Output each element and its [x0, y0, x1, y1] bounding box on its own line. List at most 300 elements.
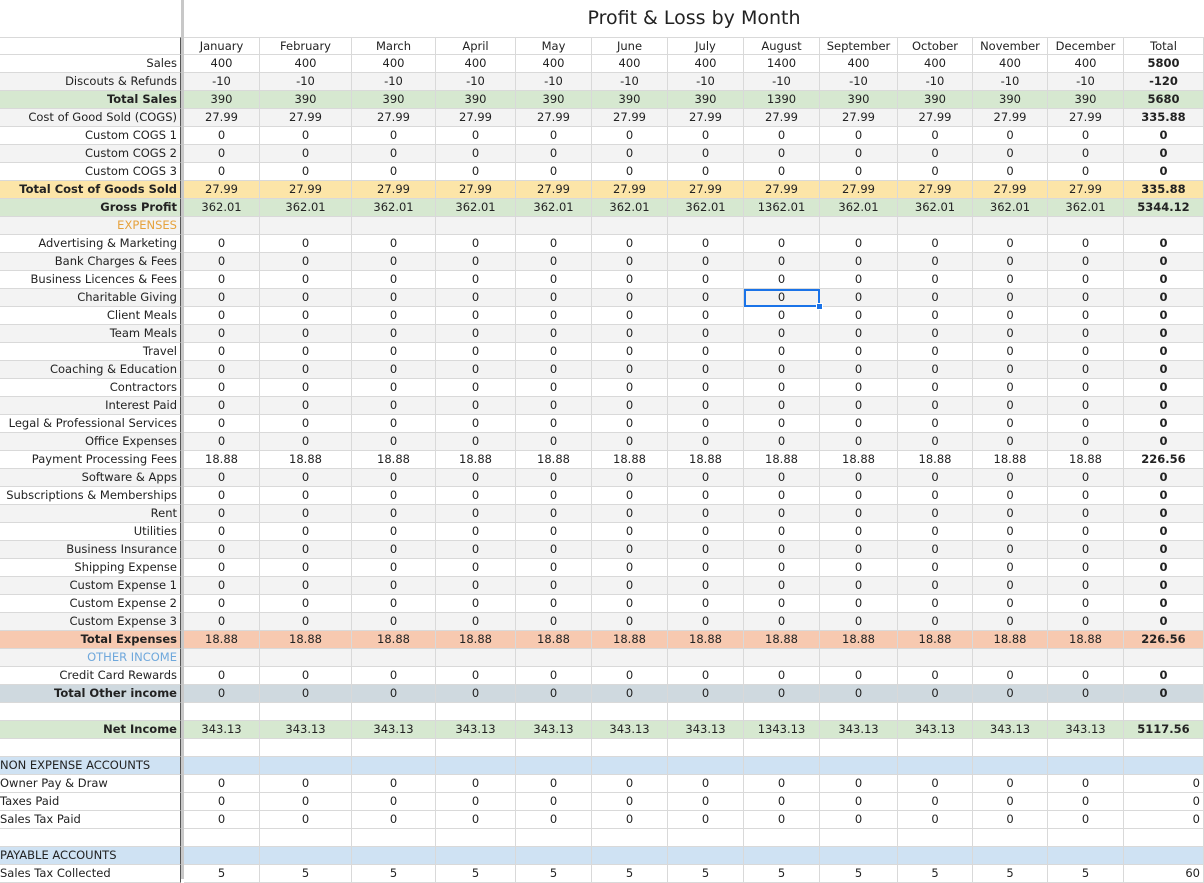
cell-custom-expense-3-february[interactable]: 0 — [260, 613, 352, 631]
cell-sales-tax-paid-january[interactable]: 0 — [184, 811, 260, 829]
cell-cost-of-good-sold-cogs-november[interactable]: 27.99 — [973, 109, 1048, 127]
cell-interest-paid-december[interactable]: 0 — [1048, 397, 1124, 415]
cell-coaching-and-education-march[interactable]: 0 — [352, 361, 436, 379]
cell-non-expense-accounts-april[interactable] — [436, 757, 516, 775]
cell-business-insurance-june[interactable]: 0 — [592, 541, 668, 559]
cell-total-other-income-september[interactable]: 0 — [820, 685, 898, 703]
cell-gross-profit-january[interactable]: 362.01 — [184, 199, 260, 217]
cell-business-insurance-august[interactable]: 0 — [744, 541, 820, 559]
cell-office-expenses-june[interactable]: 0 — [592, 433, 668, 451]
column-header-december[interactable]: December — [1048, 37, 1124, 55]
cell-office-expenses-february[interactable]: 0 — [260, 433, 352, 451]
cell-non-expense-accounts-march[interactable] — [352, 757, 436, 775]
cell-charitable-giving-march[interactable]: 0 — [352, 289, 436, 307]
cell-business-insurance-july[interactable]: 0 — [668, 541, 744, 559]
cell-coaching-and-education-september[interactable]: 0 — [820, 361, 898, 379]
cell-other-income-april[interactable] — [436, 649, 516, 667]
cell-empty-total[interactable] — [1124, 829, 1204, 847]
cell-custom-cogs-2-december[interactable]: 0 — [1048, 145, 1124, 163]
row-label-business-insurance[interactable]: Business Insurance — [0, 541, 181, 559]
cell-payment-processing-fees-april[interactable]: 18.88 — [436, 451, 516, 469]
cell-custom-expense-1-january[interactable]: 0 — [184, 577, 260, 595]
cell-discouts-and-refunds-october[interactable]: -10 — [898, 73, 973, 91]
cell-owner-pay-and-draw-june[interactable]: 0 — [592, 775, 668, 793]
cell-coaching-and-education-january[interactable]: 0 — [184, 361, 260, 379]
cell-business-licences-and-fees-april[interactable]: 0 — [436, 271, 516, 289]
cell-owner-pay-and-draw-september[interactable]: 0 — [820, 775, 898, 793]
cell-custom-cogs-2-february[interactable]: 0 — [260, 145, 352, 163]
cell-sales-tax-paid-july[interactable]: 0 — [668, 811, 744, 829]
row-label-sales-tax-paid[interactable]: Sales Tax Paid — [0, 811, 181, 829]
cell-empty-march[interactable] — [352, 739, 436, 757]
cell-total-cost-of-goods-sold-september[interactable]: 27.99 — [820, 181, 898, 199]
cell-interest-paid-august[interactable]: 0 — [744, 397, 820, 415]
row-label-custom-expense-2[interactable]: Custom Expense 2 — [0, 595, 181, 613]
cell-custom-expense-2-july[interactable]: 0 — [668, 595, 744, 613]
cell-empty-june[interactable] — [592, 703, 668, 721]
cell-custom-cogs-3-march[interactable]: 0 — [352, 163, 436, 181]
row-label-custom-cogs-3[interactable]: Custom COGS 3 — [0, 163, 181, 181]
cell-discouts-and-refunds-december[interactable]: -10 — [1048, 73, 1124, 91]
cell-rent-august[interactable]: 0 — [744, 505, 820, 523]
cell-business-licences-and-fees-january[interactable]: 0 — [184, 271, 260, 289]
cell-expenses-march[interactable] — [352, 217, 436, 235]
cell-empty-january[interactable] — [184, 829, 260, 847]
cell-empty-april[interactable] — [436, 739, 516, 757]
cell-net-income-april[interactable]: 343.13 — [436, 721, 516, 739]
cell-cost-of-good-sold-cogs-may[interactable]: 27.99 — [516, 109, 592, 127]
cell-rent-june[interactable]: 0 — [592, 505, 668, 523]
cell-payment-processing-fees-march[interactable]: 18.88 — [352, 451, 436, 469]
cell-payment-processing-fees-september[interactable]: 18.88 — [820, 451, 898, 469]
cell-bank-charges-and-fees-january[interactable]: 0 — [184, 253, 260, 271]
cell-total-other-income-august[interactable]: 0 — [744, 685, 820, 703]
cell-custom-cogs-3-december[interactable]: 0 — [1048, 163, 1124, 181]
cell-cost-of-good-sold-cogs-july[interactable]: 27.99 — [668, 109, 744, 127]
cell-payment-processing-fees-july[interactable]: 18.88 — [668, 451, 744, 469]
cell-legal-and-professional-services-august[interactable]: 0 — [744, 415, 820, 433]
cell-payable-accounts-november[interactable] — [973, 847, 1048, 865]
cell-custom-cogs-1-november[interactable]: 0 — [973, 127, 1048, 145]
cell-other-income-october[interactable] — [898, 649, 973, 667]
cell-custom-cogs-1-june[interactable]: 0 — [592, 127, 668, 145]
cell-gross-profit-december[interactable]: 362.01 — [1048, 199, 1124, 217]
cell-total-cost-of-goods-sold-august[interactable]: 27.99 — [744, 181, 820, 199]
cell-custom-expense-2-october[interactable]: 0 — [898, 595, 973, 613]
cell-business-licences-and-fees-july[interactable]: 0 — [668, 271, 744, 289]
row-label-coaching-and-education[interactable]: Coaching & Education — [0, 361, 181, 379]
fill-handle[interactable] — [816, 303, 823, 310]
cell-subscriptions-and-memberships-september[interactable]: 0 — [820, 487, 898, 505]
cell-empty-january[interactable] — [184, 739, 260, 757]
cell-rent-july[interactable]: 0 — [668, 505, 744, 523]
cell-total-cost-of-goods-sold-december[interactable]: 27.99 — [1048, 181, 1124, 199]
column-header-september[interactable]: September — [820, 37, 898, 55]
cell-credit-card-rewards-february[interactable]: 0 — [260, 667, 352, 685]
cell-custom-expense-2-total[interactable]: 0 — [1124, 595, 1204, 613]
cell-cost-of-good-sold-cogs-total[interactable]: 335.88 — [1124, 109, 1204, 127]
cell-sales-october[interactable]: 400 — [898, 55, 973, 73]
cell-interest-paid-april[interactable]: 0 — [436, 397, 516, 415]
cell-non-expense-accounts-august[interactable] — [744, 757, 820, 775]
cell-empty-august[interactable] — [744, 829, 820, 847]
cell-custom-cogs-3-september[interactable]: 0 — [820, 163, 898, 181]
cell-interest-paid-september[interactable]: 0 — [820, 397, 898, 415]
cell-expenses-may[interactable] — [516, 217, 592, 235]
cell-total-other-income-total[interactable]: 0 — [1124, 685, 1204, 703]
cell-owner-pay-and-draw-august[interactable]: 0 — [744, 775, 820, 793]
cell-team-meals-february[interactable]: 0 — [260, 325, 352, 343]
cell-taxes-paid-november[interactable]: 0 — [973, 793, 1048, 811]
cell-sales-tax-paid-june[interactable]: 0 — [592, 811, 668, 829]
cell-bank-charges-and-fees-october[interactable]: 0 — [898, 253, 973, 271]
cell-payable-accounts-july[interactable] — [668, 847, 744, 865]
row-label-subscriptions-and-memberships[interactable]: Subscriptions & Memberships — [0, 487, 181, 505]
cell-advertising-and-marketing-february[interactable]: 0 — [260, 235, 352, 253]
cell-custom-cogs-1-may[interactable]: 0 — [516, 127, 592, 145]
cell-owner-pay-and-draw-total[interactable]: 0 — [1124, 775, 1204, 793]
cell-empty-december[interactable] — [1048, 703, 1124, 721]
cell-client-meals-may[interactable]: 0 — [516, 307, 592, 325]
cell-custom-cogs-3-november[interactable]: 0 — [973, 163, 1048, 181]
cell-shipping-expense-march[interactable]: 0 — [352, 559, 436, 577]
row-label-credit-card-rewards[interactable]: Credit Card Rewards — [0, 667, 181, 685]
row-label-rent[interactable]: Rent — [0, 505, 181, 523]
cell-empty-october[interactable] — [898, 703, 973, 721]
cell-business-licences-and-fees-december[interactable]: 0 — [1048, 271, 1124, 289]
cell-gross-profit-february[interactable]: 362.01 — [260, 199, 352, 217]
cell-sales-tax-paid-november[interactable]: 0 — [973, 811, 1048, 829]
row-label-payable-accounts[interactable]: PAYABLE ACCOUNTS — [0, 847, 181, 865]
cell-coaching-and-education-may[interactable]: 0 — [516, 361, 592, 379]
cell-custom-expense-3-july[interactable]: 0 — [668, 613, 744, 631]
cell-client-meals-march[interactable]: 0 — [352, 307, 436, 325]
cell-sales-tax-collected-april[interactable]: 5 — [436, 865, 516, 883]
cell-sales-tax-collected-december[interactable]: 5 — [1048, 865, 1124, 883]
cell-bank-charges-and-fees-february[interactable]: 0 — [260, 253, 352, 271]
cell-empty-september[interactable] — [820, 829, 898, 847]
cell-payment-processing-fees-january[interactable]: 18.88 — [184, 451, 260, 469]
row-label-business-licences-and-fees[interactable]: Business Licences & Fees — [0, 271, 181, 289]
cell-advertising-and-marketing-may[interactable]: 0 — [516, 235, 592, 253]
cell-payable-accounts-february[interactable] — [260, 847, 352, 865]
cell-non-expense-accounts-total[interactable] — [1124, 757, 1204, 775]
cell-custom-cogs-2-june[interactable]: 0 — [592, 145, 668, 163]
cell-office-expenses-april[interactable]: 0 — [436, 433, 516, 451]
cell-credit-card-rewards-october[interactable]: 0 — [898, 667, 973, 685]
cell-custom-expense-2-november[interactable]: 0 — [973, 595, 1048, 613]
cell-client-meals-august[interactable]: 0 — [744, 307, 820, 325]
cell-total-other-income-november[interactable]: 0 — [973, 685, 1048, 703]
cell-legal-and-professional-services-september[interactable]: 0 — [820, 415, 898, 433]
cell-office-expenses-september[interactable]: 0 — [820, 433, 898, 451]
cell-owner-pay-and-draw-april[interactable]: 0 — [436, 775, 516, 793]
cell-travel-december[interactable]: 0 — [1048, 343, 1124, 361]
cell-credit-card-rewards-april[interactable]: 0 — [436, 667, 516, 685]
cell-interest-paid-february[interactable]: 0 — [260, 397, 352, 415]
cell-shipping-expense-april[interactable]: 0 — [436, 559, 516, 577]
cell-payment-processing-fees-total[interactable]: 226.56 — [1124, 451, 1204, 469]
cell-expenses-august[interactable] — [744, 217, 820, 235]
row-label-non-expense-accounts[interactable]: NON EXPENSE ACCOUNTS — [0, 757, 181, 775]
cell-coaching-and-education-february[interactable]: 0 — [260, 361, 352, 379]
cell-taxes-paid-february[interactable]: 0 — [260, 793, 352, 811]
cell-total-expenses-december[interactable]: 18.88 — [1048, 631, 1124, 649]
cell-subscriptions-and-memberships-april[interactable]: 0 — [436, 487, 516, 505]
row-label-owner-pay-and-draw[interactable]: Owner Pay & Draw — [0, 775, 181, 793]
cell-payment-processing-fees-november[interactable]: 18.88 — [973, 451, 1048, 469]
cell-other-income-september[interactable] — [820, 649, 898, 667]
cell-utilities-may[interactable]: 0 — [516, 523, 592, 541]
cell-charitable-giving-july[interactable]: 0 — [668, 289, 744, 307]
cell-interest-paid-november[interactable]: 0 — [973, 397, 1048, 415]
cell-sales-tax-collected-january[interactable]: 5 — [184, 865, 260, 883]
cell-custom-cogs-2-april[interactable]: 0 — [436, 145, 516, 163]
row-label-sales-tax-collected[interactable]: Sales Tax Collected — [0, 865, 181, 883]
cell-net-income-february[interactable]: 343.13 — [260, 721, 352, 739]
cell-empty-february[interactable] — [260, 703, 352, 721]
cell-net-income-september[interactable]: 343.13 — [820, 721, 898, 739]
cell-other-income-february[interactable] — [260, 649, 352, 667]
cell-business-licences-and-fees-may[interactable]: 0 — [516, 271, 592, 289]
cell-business-insurance-total[interactable]: 0 — [1124, 541, 1204, 559]
row-label-discouts-and-refunds[interactable]: Discouts & Refunds — [0, 73, 181, 91]
cell-business-insurance-april[interactable]: 0 — [436, 541, 516, 559]
cell-rent-january[interactable]: 0 — [184, 505, 260, 523]
cell-advertising-and-marketing-january[interactable]: 0 — [184, 235, 260, 253]
cell-interest-paid-march[interactable]: 0 — [352, 397, 436, 415]
cell-charitable-giving-february[interactable]: 0 — [260, 289, 352, 307]
cell-custom-cogs-2-august[interactable]: 0 — [744, 145, 820, 163]
row-label-gross-profit[interactable]: Gross Profit — [0, 199, 181, 217]
cell-empty-november[interactable] — [973, 829, 1048, 847]
cell-coaching-and-education-october[interactable]: 0 — [898, 361, 973, 379]
row-label-total-other-income[interactable]: Total Other income — [0, 685, 181, 703]
cell-bank-charges-and-fees-july[interactable]: 0 — [668, 253, 744, 271]
cell-gross-profit-june[interactable]: 362.01 — [592, 199, 668, 217]
cell-legal-and-professional-services-june[interactable]: 0 — [592, 415, 668, 433]
column-header-april[interactable]: April — [436, 37, 516, 55]
cell-other-income-november[interactable] — [973, 649, 1048, 667]
cell-shipping-expense-january[interactable]: 0 — [184, 559, 260, 577]
cell-team-meals-august[interactable]: 0 — [744, 325, 820, 343]
cell-total-expenses-june[interactable]: 18.88 — [592, 631, 668, 649]
cell-discouts-and-refunds-may[interactable]: -10 — [516, 73, 592, 91]
cell-software-and-apps-october[interactable]: 0 — [898, 469, 973, 487]
cell-other-income-march[interactable] — [352, 649, 436, 667]
cell-empty-december[interactable] — [1048, 739, 1124, 757]
cell-client-meals-april[interactable]: 0 — [436, 307, 516, 325]
cell-custom-expense-1-december[interactable]: 0 — [1048, 577, 1124, 595]
cell-travel-february[interactable]: 0 — [260, 343, 352, 361]
cell-custom-expense-2-june[interactable]: 0 — [592, 595, 668, 613]
cell-non-expense-accounts-may[interactable] — [516, 757, 592, 775]
cell-taxes-paid-august[interactable]: 0 — [744, 793, 820, 811]
cell-charitable-giving-total[interactable]: 0 — [1124, 289, 1204, 307]
cell-charitable-giving-september[interactable]: 0 — [820, 289, 898, 307]
cell-bank-charges-and-fees-june[interactable]: 0 — [592, 253, 668, 271]
cell-custom-expense-3-september[interactable]: 0 — [820, 613, 898, 631]
cell-business-insurance-may[interactable]: 0 — [516, 541, 592, 559]
cell-payable-accounts-total[interactable] — [1124, 847, 1204, 865]
cell-charitable-giving-january[interactable]: 0 — [184, 289, 260, 307]
row-label-payment-processing-fees[interactable]: Payment Processing Fees — [0, 451, 181, 469]
cell-cost-of-good-sold-cogs-february[interactable]: 27.99 — [260, 109, 352, 127]
cell-empty-may[interactable] — [516, 703, 592, 721]
cell-software-and-apps-may[interactable]: 0 — [516, 469, 592, 487]
cell-software-and-apps-june[interactable]: 0 — [592, 469, 668, 487]
cell-team-meals-january[interactable]: 0 — [184, 325, 260, 343]
cell-sales-tax-paid-april[interactable]: 0 — [436, 811, 516, 829]
cell-subscriptions-and-memberships-may[interactable]: 0 — [516, 487, 592, 505]
cell-custom-expense-2-april[interactable]: 0 — [436, 595, 516, 613]
cell-gross-profit-july[interactable]: 362.01 — [668, 199, 744, 217]
cell-total-other-income-october[interactable]: 0 — [898, 685, 973, 703]
cell-software-and-apps-august[interactable]: 0 — [744, 469, 820, 487]
cell-sales-tax-paid-december[interactable]: 0 — [1048, 811, 1124, 829]
cell-advertising-and-marketing-september[interactable]: 0 — [820, 235, 898, 253]
cell-other-income-january[interactable] — [184, 649, 260, 667]
cell-taxes-paid-april[interactable]: 0 — [436, 793, 516, 811]
cell-empty-april[interactable] — [436, 703, 516, 721]
column-header-march[interactable]: March — [352, 37, 436, 55]
cell-payable-accounts-may[interactable] — [516, 847, 592, 865]
cell-custom-cogs-3-july[interactable]: 0 — [668, 163, 744, 181]
cell-custom-cogs-1-july[interactable]: 0 — [668, 127, 744, 145]
cell-sales-may[interactable]: 400 — [516, 55, 592, 73]
cell-team-meals-november[interactable]: 0 — [973, 325, 1048, 343]
cell-subscriptions-and-memberships-november[interactable]: 0 — [973, 487, 1048, 505]
cell-travel-january[interactable]: 0 — [184, 343, 260, 361]
cell-custom-expense-1-april[interactable]: 0 — [436, 577, 516, 595]
cell-team-meals-may[interactable]: 0 — [516, 325, 592, 343]
cell-sales-august[interactable]: 1400 — [744, 55, 820, 73]
cell-owner-pay-and-draw-july[interactable]: 0 — [668, 775, 744, 793]
cell-payment-processing-fees-may[interactable]: 18.88 — [516, 451, 592, 469]
cell-team-meals-march[interactable]: 0 — [352, 325, 436, 343]
cell-custom-expense-3-may[interactable]: 0 — [516, 613, 592, 631]
cell-expenses-february[interactable] — [260, 217, 352, 235]
cell-client-meals-total[interactable]: 0 — [1124, 307, 1204, 325]
cell-payable-accounts-march[interactable] — [352, 847, 436, 865]
cell-non-expense-accounts-june[interactable] — [592, 757, 668, 775]
row-label-custom-expense-1[interactable]: Custom Expense 1 — [0, 577, 181, 595]
cell-total-cost-of-goods-sold-february[interactable]: 27.99 — [260, 181, 352, 199]
cell-advertising-and-marketing-march[interactable]: 0 — [352, 235, 436, 253]
cell-contractors-july[interactable]: 0 — [668, 379, 744, 397]
row-label-custom-cogs-1[interactable]: Custom COGS 1 — [0, 127, 181, 145]
row-label-total-sales[interactable]: Total Sales — [0, 91, 181, 109]
cell-cost-of-good-sold-cogs-december[interactable]: 27.99 — [1048, 109, 1124, 127]
cell-empty-total[interactable] — [1124, 703, 1204, 721]
cell-custom-cogs-1-february[interactable]: 0 — [260, 127, 352, 145]
cell-rent-february[interactable]: 0 — [260, 505, 352, 523]
cell-sales-total[interactable]: 5800 — [1124, 55, 1204, 73]
row-label-total-expenses[interactable]: Total Expenses — [0, 631, 181, 649]
row-label-empty[interactable] — [0, 739, 181, 757]
cell-subscriptions-and-memberships-october[interactable]: 0 — [898, 487, 973, 505]
cell-expenses-september[interactable] — [820, 217, 898, 235]
cell-custom-cogs-1-march[interactable]: 0 — [352, 127, 436, 145]
cell-contractors-january[interactable]: 0 — [184, 379, 260, 397]
cell-coaching-and-education-november[interactable]: 0 — [973, 361, 1048, 379]
cell-legal-and-professional-services-december[interactable]: 0 — [1048, 415, 1124, 433]
cell-payment-processing-fees-february[interactable]: 18.88 — [260, 451, 352, 469]
cell-advertising-and-marketing-total[interactable]: 0 — [1124, 235, 1204, 253]
cell-payable-accounts-december[interactable] — [1048, 847, 1124, 865]
cell-subscriptions-and-memberships-january[interactable]: 0 — [184, 487, 260, 505]
cell-total-cost-of-goods-sold-march[interactable]: 27.99 — [352, 181, 436, 199]
cell-payment-processing-fees-october[interactable]: 18.88 — [898, 451, 973, 469]
cell-custom-cogs-2-september[interactable]: 0 — [820, 145, 898, 163]
cell-discouts-and-refunds-june[interactable]: -10 — [592, 73, 668, 91]
cell-total-sales-may[interactable]: 390 — [516, 91, 592, 109]
cell-office-expenses-march[interactable]: 0 — [352, 433, 436, 451]
cell-total-expenses-october[interactable]: 18.88 — [898, 631, 973, 649]
row-label-sales[interactable]: Sales — [0, 55, 181, 73]
cell-custom-cogs-3-april[interactable]: 0 — [436, 163, 516, 181]
cell-total-expenses-may[interactable]: 18.88 — [516, 631, 592, 649]
cell-cost-of-good-sold-cogs-march[interactable]: 27.99 — [352, 109, 436, 127]
cell-non-expense-accounts-july[interactable] — [668, 757, 744, 775]
cell-custom-expense-1-october[interactable]: 0 — [898, 577, 973, 595]
cell-custom-expense-3-total[interactable]: 0 — [1124, 613, 1204, 631]
cell-subscriptions-and-memberships-february[interactable]: 0 — [260, 487, 352, 505]
cell-travel-april[interactable]: 0 — [436, 343, 516, 361]
cell-bank-charges-and-fees-november[interactable]: 0 — [973, 253, 1048, 271]
cell-owner-pay-and-draw-december[interactable]: 0 — [1048, 775, 1124, 793]
cell-expenses-total[interactable] — [1124, 217, 1204, 235]
cell-credit-card-rewards-november[interactable]: 0 — [973, 667, 1048, 685]
cell-total-expenses-april[interactable]: 18.88 — [436, 631, 516, 649]
cell-discouts-and-refunds-august[interactable]: -10 — [744, 73, 820, 91]
cell-empty-october[interactable] — [898, 739, 973, 757]
cell-empty-december[interactable] — [1048, 829, 1124, 847]
row-label-custom-cogs-2[interactable]: Custom COGS 2 — [0, 145, 181, 163]
cell-cost-of-good-sold-cogs-august[interactable]: 27.99 — [744, 109, 820, 127]
cell-shipping-expense-may[interactable]: 0 — [516, 559, 592, 577]
cell-expenses-july[interactable] — [668, 217, 744, 235]
cell-empty-march[interactable] — [352, 829, 436, 847]
cell-business-insurance-march[interactable]: 0 — [352, 541, 436, 559]
cell-payable-accounts-september[interactable] — [820, 847, 898, 865]
cell-advertising-and-marketing-june[interactable]: 0 — [592, 235, 668, 253]
cell-gross-profit-total[interactable]: 5344.12 — [1124, 199, 1204, 217]
cell-sales-december[interactable]: 400 — [1048, 55, 1124, 73]
cell-custom-cogs-2-october[interactable]: 0 — [898, 145, 973, 163]
cell-total-cost-of-goods-sold-january[interactable]: 27.99 — [184, 181, 260, 199]
cell-sales-february[interactable]: 400 — [260, 55, 352, 73]
cell-total-sales-july[interactable]: 390 — [668, 91, 744, 109]
cell-software-and-apps-september[interactable]: 0 — [820, 469, 898, 487]
cell-legal-and-professional-services-may[interactable]: 0 — [516, 415, 592, 433]
cell-office-expenses-december[interactable]: 0 — [1048, 433, 1124, 451]
cell-charitable-giving-april[interactable]: 0 — [436, 289, 516, 307]
cell-custom-expense-1-june[interactable]: 0 — [592, 577, 668, 595]
cell-other-income-december[interactable] — [1048, 649, 1124, 667]
cell-empty-january[interactable] — [184, 703, 260, 721]
cell-rent-december[interactable]: 0 — [1048, 505, 1124, 523]
cell-team-meals-july[interactable]: 0 — [668, 325, 744, 343]
cell-custom-expense-3-december[interactable]: 0 — [1048, 613, 1124, 631]
cell-total-sales-december[interactable]: 390 — [1048, 91, 1124, 109]
row-label-client-meals[interactable]: Client Meals — [0, 307, 181, 325]
cell-custom-expense-3-april[interactable]: 0 — [436, 613, 516, 631]
cell-discouts-and-refunds-january[interactable]: -10 — [184, 73, 260, 91]
cell-taxes-paid-may[interactable]: 0 — [516, 793, 592, 811]
cell-custom-cogs-2-march[interactable]: 0 — [352, 145, 436, 163]
selected-cell[interactable]: 0 — [744, 289, 820, 307]
